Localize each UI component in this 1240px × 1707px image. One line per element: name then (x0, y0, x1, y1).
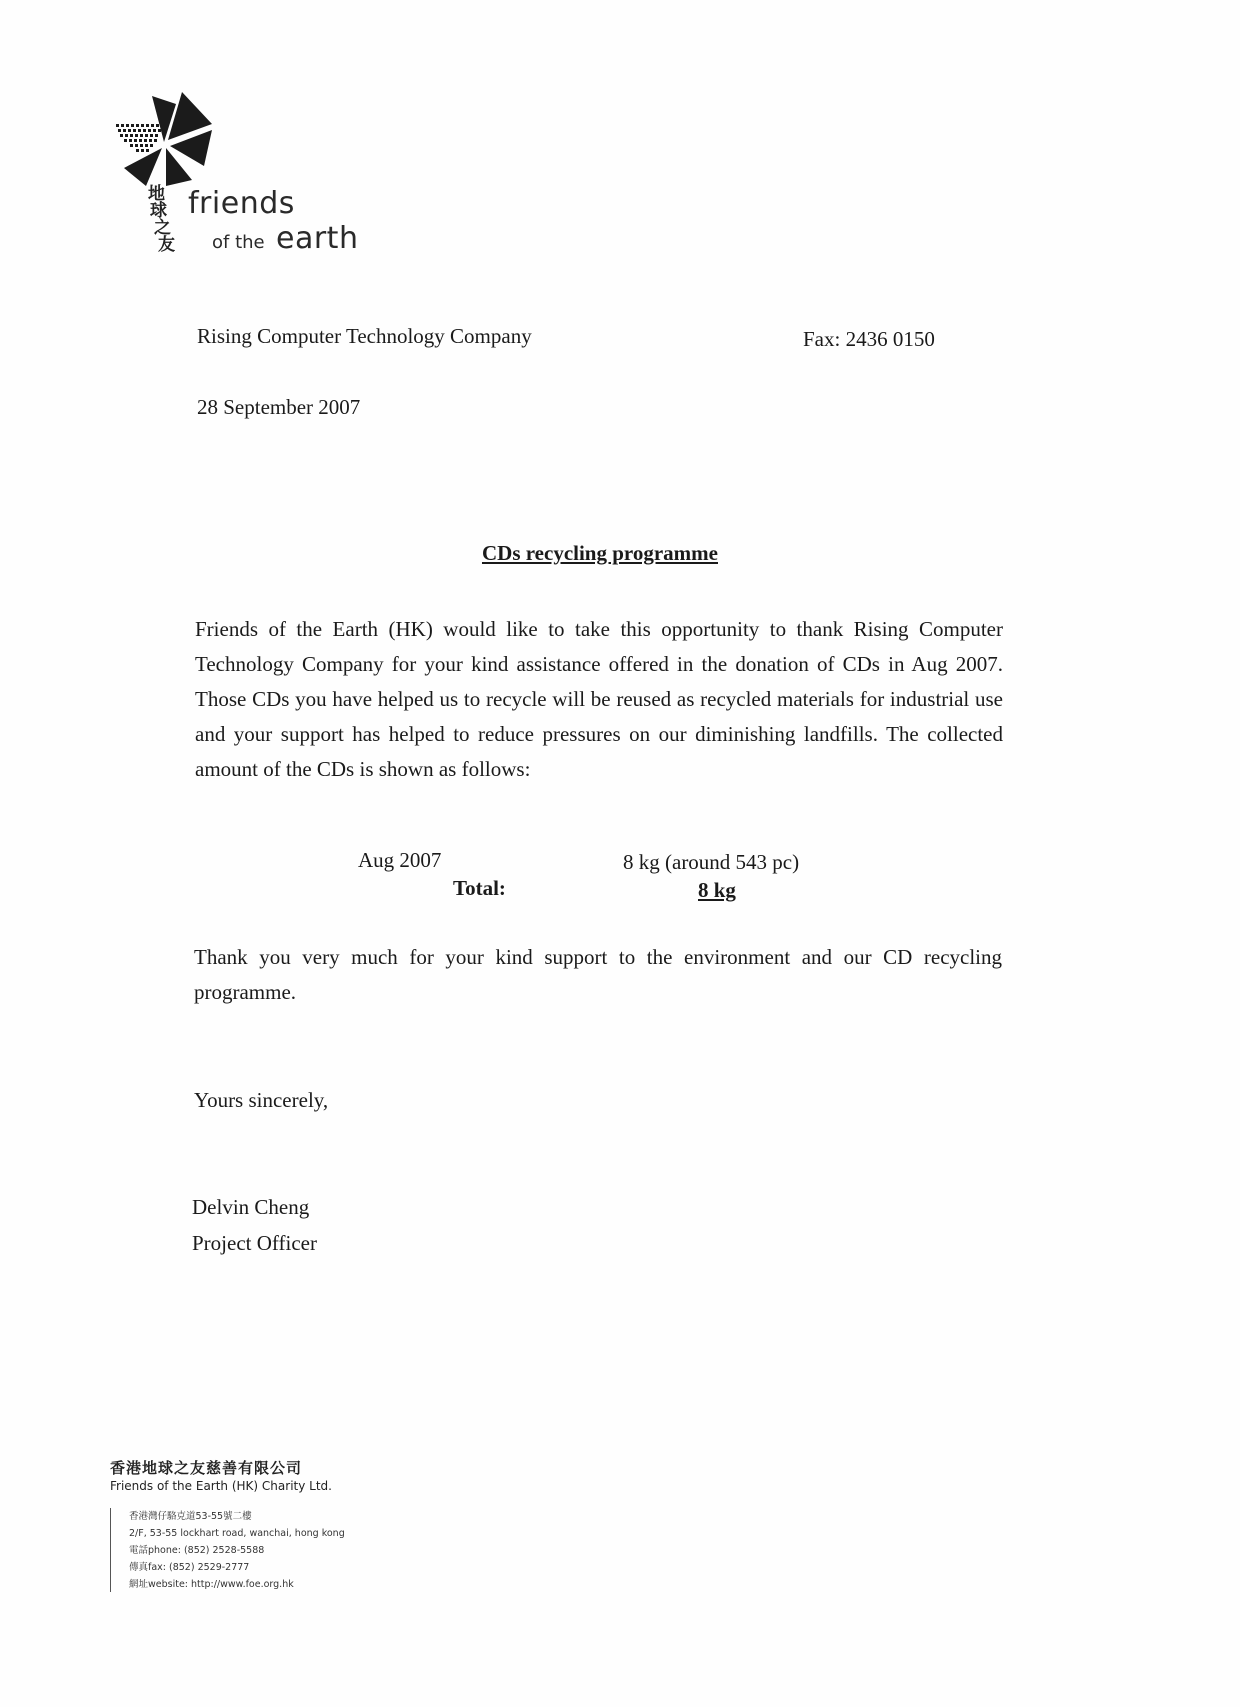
logo-word-of-the: of the (212, 232, 265, 253)
friends-of-the-earth-logo (112, 90, 372, 290)
thanks-paragraph: Thank you very much for your kind support to the environment and our CD recycling programme. (194, 945, 1002, 1004)
logo-cjk-char-4: 友 (158, 235, 175, 255)
logo-cjk-char-1: 地 (148, 184, 165, 204)
letter-body-paragraph: Friends of the Earth (HK) would like to take this opportunity to thank Rising Computer Technology Company for your kind assistance offered in the donation of CDs in Aug 2007. Those CDs you have helped us to recycle will be reused as recycled materials for industrial use and your support has helped to reduce pressures on our diminishing landfills. The collected amount of the CDs is shown as follows: (195, 617, 1003, 781)
total-value: 8 kg (698, 878, 736, 902)
pinwheel-logo-icon (112, 90, 224, 190)
footer-contact-block (110, 1508, 345, 1592)
logo-cjk-char-3: 之 (154, 218, 171, 238)
footer-phone: 電話phone: (852) 2528-5588 (129, 1545, 265, 1556)
logo-cjk-char-2: 球 (150, 201, 167, 221)
letter-date: 28 September 2007 (197, 395, 361, 419)
footer-fax: 傳真fax: (852) 2529-2777 (129, 1562, 250, 1573)
footer-address-chinese: 香港灣仔駱克道53-55號二樓 (129, 1511, 252, 1522)
recipient-name: Rising Computer Technology Company (197, 324, 532, 348)
footer-org-chinese: 香港地球之友慈善有限公司 (110, 1459, 303, 1477)
closing-salutation: Yours sincerely, (194, 1088, 329, 1112)
collection-amount: 8 kg (around 543 pc) (623, 850, 800, 874)
logo-word-friends: friends (188, 186, 295, 221)
logo-word-earth: earth (276, 221, 359, 256)
fax-number: Fax: 2436 0150 (803, 327, 935, 351)
signer-name: Delvin Cheng (192, 1195, 310, 1219)
total-label: Total: (453, 876, 506, 900)
footer-address-english: 2/F, 53-55 lockhart road, wanchai, hong kong (129, 1528, 345, 1539)
letter-subject: CDs recycling programme (481, 541, 718, 565)
footer-website: 網址website: http://www.foe.org.hk (129, 1579, 294, 1590)
collection-month: Aug 2007 (358, 848, 442, 872)
logo-chinese-name (148, 184, 175, 255)
footer-org-english: Friends of the Earth (HK) Charity Ltd. (110, 1479, 332, 1493)
signer-title: Project Officer (192, 1231, 317, 1255)
